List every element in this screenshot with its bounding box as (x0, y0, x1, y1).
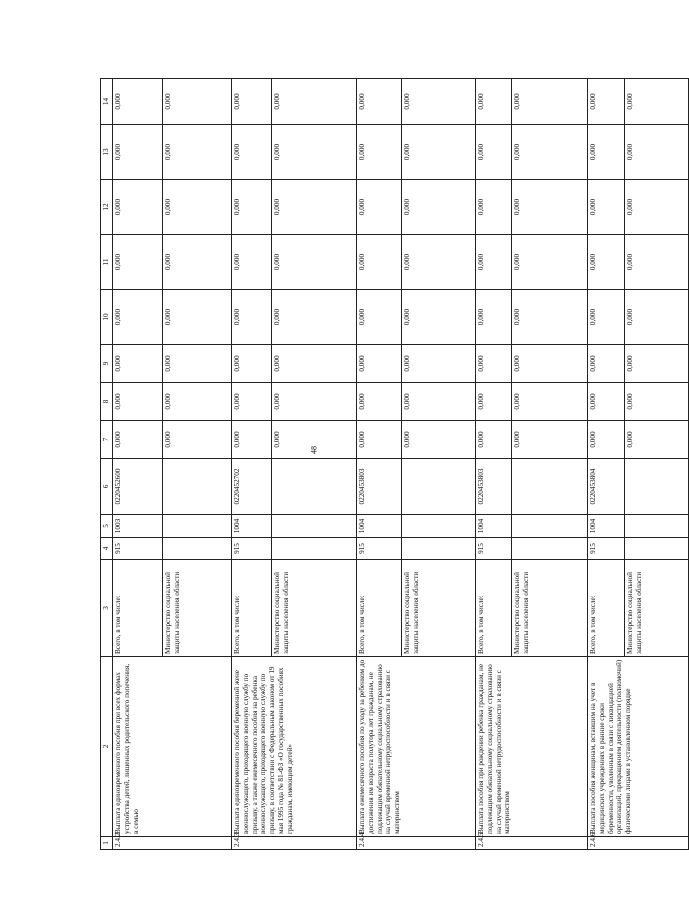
value-cell: 0,000 (232, 345, 272, 383)
value-cell: 0,000 (476, 290, 512, 345)
table-row-total (357, 79, 402, 850)
executor-label: Всего, в том числе: (357, 560, 402, 657)
item-number: 2.4.4 (357, 837, 476, 850)
value-cell: 0,000 (588, 79, 625, 125)
executor-label: Министерство социальной защиты населения области (163, 560, 232, 657)
header-cell: 4 (101, 538, 113, 560)
value-cell: 0,000 (163, 421, 232, 459)
value-cell: 0,000 (625, 345, 689, 383)
cell-col-5: 1003 (113, 515, 163, 538)
value-cell: 0,000 (163, 290, 232, 345)
cell-col-5: 1004 (476, 515, 512, 538)
header-cell: 8 (101, 383, 113, 421)
value-cell: 0,000 (512, 235, 588, 290)
value-cell: 0,000 (357, 383, 402, 421)
value-cell: 0,000 (588, 125, 625, 180)
value-cell: 0,000 (232, 383, 272, 421)
header-cell: 1 (101, 837, 113, 850)
value-cell: 0,000 (625, 383, 689, 421)
value-cell: 0,000 (625, 290, 689, 345)
value-cell: 0,000 (272, 345, 357, 383)
cell-col-5 (512, 515, 588, 538)
value-cell: 0,000 (357, 290, 402, 345)
value-cell: 0,000 (113, 290, 163, 345)
value-cell: 0,000 (476, 180, 512, 235)
value-cell: 0,000 (272, 383, 357, 421)
page-number: 48 (309, 446, 319, 454)
item-description: Выплата ежемесячного пособия по уходу за ребенком до достижения им возраста полутора лет гражданам, не подлежащим обязательному социальному страхованию на случай временной нетрудоспособности и в связи с материнством (357, 657, 476, 837)
cell-col-4: 915 (476, 538, 512, 560)
header-cell: 3 (101, 560, 113, 657)
table-row-total (232, 79, 272, 850)
item-number: 2.4.3 (232, 837, 357, 850)
cell-col-6 (512, 459, 588, 515)
value-cell: 0,000 (163, 383, 232, 421)
value-cell: 0,000 (272, 79, 357, 125)
executor-label: Министерство социальной защиты населения области (402, 560, 476, 657)
item-number: 2.4.5 (476, 837, 588, 850)
value-cell: 0,000 (476, 235, 512, 290)
value-cell: 0,000 (588, 235, 625, 290)
header-cell: 5 (101, 515, 113, 538)
cell-col-4 (163, 538, 232, 560)
value-cell: 0,000 (476, 79, 512, 125)
cell-col-6: 0220453804 (588, 459, 625, 515)
value-cell: 0,000 (476, 345, 512, 383)
table-row-total (113, 79, 163, 850)
header-cell: 6 (101, 459, 113, 515)
header-cell: 7 (101, 421, 113, 459)
value-cell: 0,000 (232, 79, 272, 125)
cell-col-4 (402, 538, 476, 560)
budget-table (100, 78, 689, 850)
cell-col-6: 0220452702 (232, 459, 272, 515)
cell-col-5: 1004 (588, 515, 625, 538)
cell-col-4: 915 (588, 538, 625, 560)
value-cell: 0,000 (113, 383, 163, 421)
value-cell: 0,000 (512, 180, 588, 235)
value-cell: 0,000 (163, 180, 232, 235)
value-cell: 0,000 (232, 421, 272, 459)
value-cell: 0,000 (113, 345, 163, 383)
cell-col-4: 915 (357, 538, 402, 560)
rotated-table-container (100, 79, 643, 850)
value-cell: 0,000 (402, 421, 476, 459)
value-cell: 0,000 (625, 180, 689, 235)
value-cell: 0,000 (232, 125, 272, 180)
cell-col-5 (625, 515, 689, 538)
value-cell: 0,000 (357, 345, 402, 383)
value-cell: 0,000 (402, 180, 476, 235)
executor-label: Министерство социальной защиты населения области (272, 560, 357, 657)
value-cell: 0,000 (625, 421, 689, 459)
executor-label: Министерство социальной защиты населения области (512, 560, 588, 657)
cell-col-4 (625, 538, 689, 560)
value-cell: 0,000 (232, 180, 272, 235)
value-cell: 0,000 (113, 180, 163, 235)
value-cell: 0,000 (402, 235, 476, 290)
header-cell: 14 (101, 79, 113, 125)
value-cell: 0,000 (402, 290, 476, 345)
item-description: Выплата пособия при рождении ребенка гражданам, не подлежащим обязательному социальному страхованию на случай временной нетрудоспособности и в связи с материнством (476, 657, 588, 837)
value-cell: 0,000 (512, 290, 588, 345)
cell-col-6: 0220453803 (476, 459, 512, 515)
value-cell: 0,000 (476, 125, 512, 180)
item-number: 2.4.2 (113, 837, 232, 850)
value-cell: 0,000 (113, 421, 163, 459)
value-cell: 0,000 (588, 421, 625, 459)
cell-col-5: 1004 (232, 515, 272, 538)
value-cell: 0,000 (272, 235, 357, 290)
value-cell: 0,000 (625, 125, 689, 180)
document-page (100, 79, 643, 850)
value-cell: 0,000 (512, 345, 588, 383)
header-cell: 9 (101, 345, 113, 383)
cell-col-6 (163, 459, 232, 515)
header-row (101, 79, 113, 850)
item-description: Выплата единовременного пособия беременной жене военнослужащего, проходящего военную службу по призыву, а также ежемесячного пособия на ребенка военнослужащего, проходящего военную службу по призыву, в соответствии с Федеральным законом от 19 мая 1995 года № 81-ФЗ «О государственных пособиях гражданам, имеющим детей» (232, 657, 357, 837)
value-cell: 0,000 (402, 345, 476, 383)
item-number: 2.4.6 (588, 837, 689, 850)
value-cell: 0,000 (113, 125, 163, 180)
cell-col-5 (163, 515, 232, 538)
value-cell: 0,000 (272, 180, 357, 235)
value-cell: 0,000 (512, 421, 588, 459)
value-cell: 0,000 (357, 235, 402, 290)
cell-col-4 (272, 538, 357, 560)
table-row-total (476, 79, 512, 850)
executor-label: Министерство социальной защиты населения области (625, 560, 689, 657)
value-cell: 0,000 (512, 79, 588, 125)
header-cell: 2 (101, 657, 113, 837)
executor-label: Всего, в том числе: (113, 560, 163, 657)
value-cell: 0,000 (357, 79, 402, 125)
cell-col-6: 0220453803 (357, 459, 402, 515)
value-cell: 0,000 (512, 383, 588, 421)
table-row-total (588, 79, 625, 850)
value-cell: 0,000 (163, 345, 232, 383)
value-cell: 0,000 (357, 421, 402, 459)
cell-col-6 (625, 459, 689, 515)
value-cell: 0,000 (476, 383, 512, 421)
value-cell: 0,000 (588, 180, 625, 235)
value-cell: 0,000 (113, 79, 163, 125)
value-cell: 0,000 (625, 79, 689, 125)
header-cell: 10 (101, 290, 113, 345)
value-cell: 0,000 (163, 79, 232, 125)
cell-col-4 (512, 538, 588, 560)
header-cell: 12 (101, 180, 113, 235)
item-description: Выплата единовременного пособия при всех формах устройства детей, лишенных родительского попечения, в семью (113, 657, 232, 837)
cell-col-6: 0220452600 (113, 459, 163, 515)
executor-label: Всего, в том числе: (232, 560, 272, 657)
cell-col-5 (272, 515, 357, 538)
value-cell: 0,000 (625, 235, 689, 290)
cell-col-6 (402, 459, 476, 515)
value-cell: 0,000 (476, 421, 512, 459)
value-cell: 0,000 (402, 79, 476, 125)
cell-col-6 (272, 459, 357, 515)
value-cell: 0,000 (357, 125, 402, 180)
value-cell: 0,000 (402, 383, 476, 421)
item-description: Выплата пособия женщинам, вставшим на учет в медицинских учреждениях в ранние сроки беременности, уволенным в связи с ликвидацией организаций, прекращением деятельности (полномочий) физическими лицами в установленном порядке (588, 657, 689, 837)
cell-col-4: 915 (113, 538, 163, 560)
value-cell: 0,000 (272, 421, 357, 459)
cell-col-4: 915 (232, 538, 272, 560)
value-cell: 0,000 (113, 235, 163, 290)
value-cell: 0,000 (163, 235, 232, 290)
cell-col-5: 1004 (357, 515, 402, 538)
executor-label: Всего, в том числе: (588, 560, 625, 657)
header-cell: 13 (101, 125, 113, 180)
value-cell: 0,000 (588, 345, 625, 383)
value-cell: 0,000 (512, 125, 588, 180)
value-cell: 0,000 (163, 125, 232, 180)
value-cell: 0,000 (588, 290, 625, 345)
value-cell: 0,000 (588, 383, 625, 421)
value-cell: 0,000 (357, 180, 402, 235)
header-cell: 11 (101, 235, 113, 290)
executor-label: Всего, в том числе: (476, 560, 512, 657)
cell-col-5 (402, 515, 476, 538)
value-cell: 0,000 (232, 235, 272, 290)
value-cell: 0,000 (232, 290, 272, 345)
value-cell: 0,000 (272, 125, 357, 180)
value-cell: 0,000 (272, 290, 357, 345)
value-cell: 0,000 (402, 125, 476, 180)
